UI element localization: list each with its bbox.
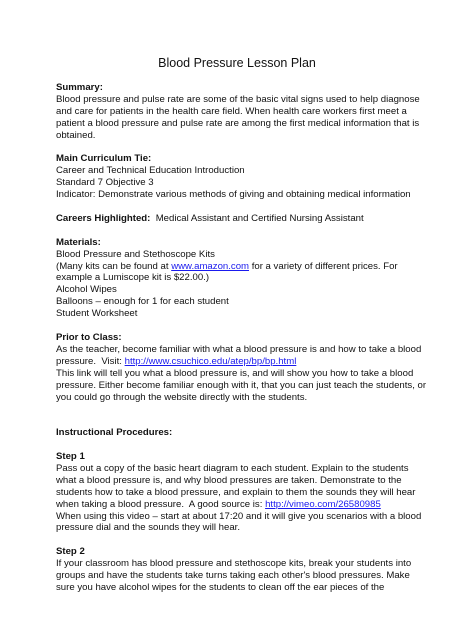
step1-line [56,499,436,511]
curriculum-line: Standard 7 Objective 3 [56,177,154,189]
step1-heading: Step 1 [56,451,85,462]
curriculum-line: Indicator: Demonstrate various methods of giving and obtaining medical information [56,189,411,201]
prior-line-text: pressure. Visit: [56,355,125,367]
document-title: Blood Pressure Lesson Plan [158,56,316,70]
step1-line: students how to take a blood pressure, and explain to them the sounds they will hear [56,486,416,498]
materials-line-text: for a variety of different prices. For [249,260,398,272]
careers-text: Medical Assistant and Certified Nursing Assistant [150,212,364,224]
amazon-link[interactable]: www.amazon.com [171,260,250,272]
careers-section [56,213,436,225]
step1-line: pressure dial and the sounds they will hear. [56,522,240,534]
summary-section [56,82,436,142]
materials-line: Alcohol Wipes [56,284,117,296]
materials-line [56,261,436,273]
summary-line: Blood pressure and pulse rate are some of the basic vital signs used to help diagnose [56,93,420,105]
summary-line: patient a blood pressure and pulse rate are among the first medical information that is [56,117,420,129]
procedures-heading: Instructional Procedures: [56,427,173,439]
materials-section [56,237,436,320]
prior-line: pressure. Either become familiar enough with it, that you can just teach the students, or [56,379,427,391]
prior-line: As the teacher, become familiar with what a blood pressure is and how to take a blood [56,343,422,355]
step2-line: sure you have alcohol wipes for the students to clean off the ear pieces of the [56,581,385,593]
step1-line: what a blood pressure is, and why blood pressures are taken. Demonstrate to the [56,474,402,486]
curriculum-line: Career and Technical Education Introduction [56,165,245,177]
csuchico-link[interactable]: http://www.csuchico.edu/atep/bp/bp.html [124,355,297,367]
materials-line: Blood Pressure and Stethoscope Kits [56,248,215,260]
step2-section [56,546,436,594]
step2-line: If your classroom has blood pressure and stethoscope kits, break your students into [56,558,412,570]
prior-line [56,356,436,368]
step1-line: Pass out a copy of the basic heart diagram to each student. Explain to the students [56,462,409,474]
step2-line: groups and have the students take turns taking each other's blood pressures. Make [56,570,410,582]
step1-section [56,451,436,534]
step1-line-text: when taking a blood pressure. A good source is: [56,498,266,510]
prior-line: This link will tell you what a blood pressure is, and will show you how to take a blood [56,367,414,379]
prior-line: you could go through the website directly with the students. [56,391,308,403]
step1-line: When using this video – start at about 17:20 and it will give you scenarios with a blood [56,510,422,522]
materials-heading: Materials: [56,236,101,248]
materials-line: example a Lumiscope kit is $22.00.) [56,272,210,284]
prior-heading: Prior to Class: [56,331,122,343]
careers-heading: Careers Highlighted: [56,212,151,224]
summary-line: obtained. [56,129,96,141]
vimeo-link[interactable]: http://vimeo.com/26580985 [265,498,381,510]
prior-section [56,332,436,403]
materials-line: Balloons – enough for 1 for each student [56,296,229,308]
document-body [56,82,436,594]
curriculum-heading: Main Curriculum Tie: [56,153,152,165]
summary-line: and care for patients in the health care field. When health care workers first meet a [56,105,407,117]
curriculum-section [56,153,436,201]
summary-heading: Summary: [56,82,103,93]
materials-line-text: (Many kits can be found at [56,260,172,272]
materials-line: Student Worksheet [56,308,138,320]
step2-heading: Step 2 [56,546,85,558]
